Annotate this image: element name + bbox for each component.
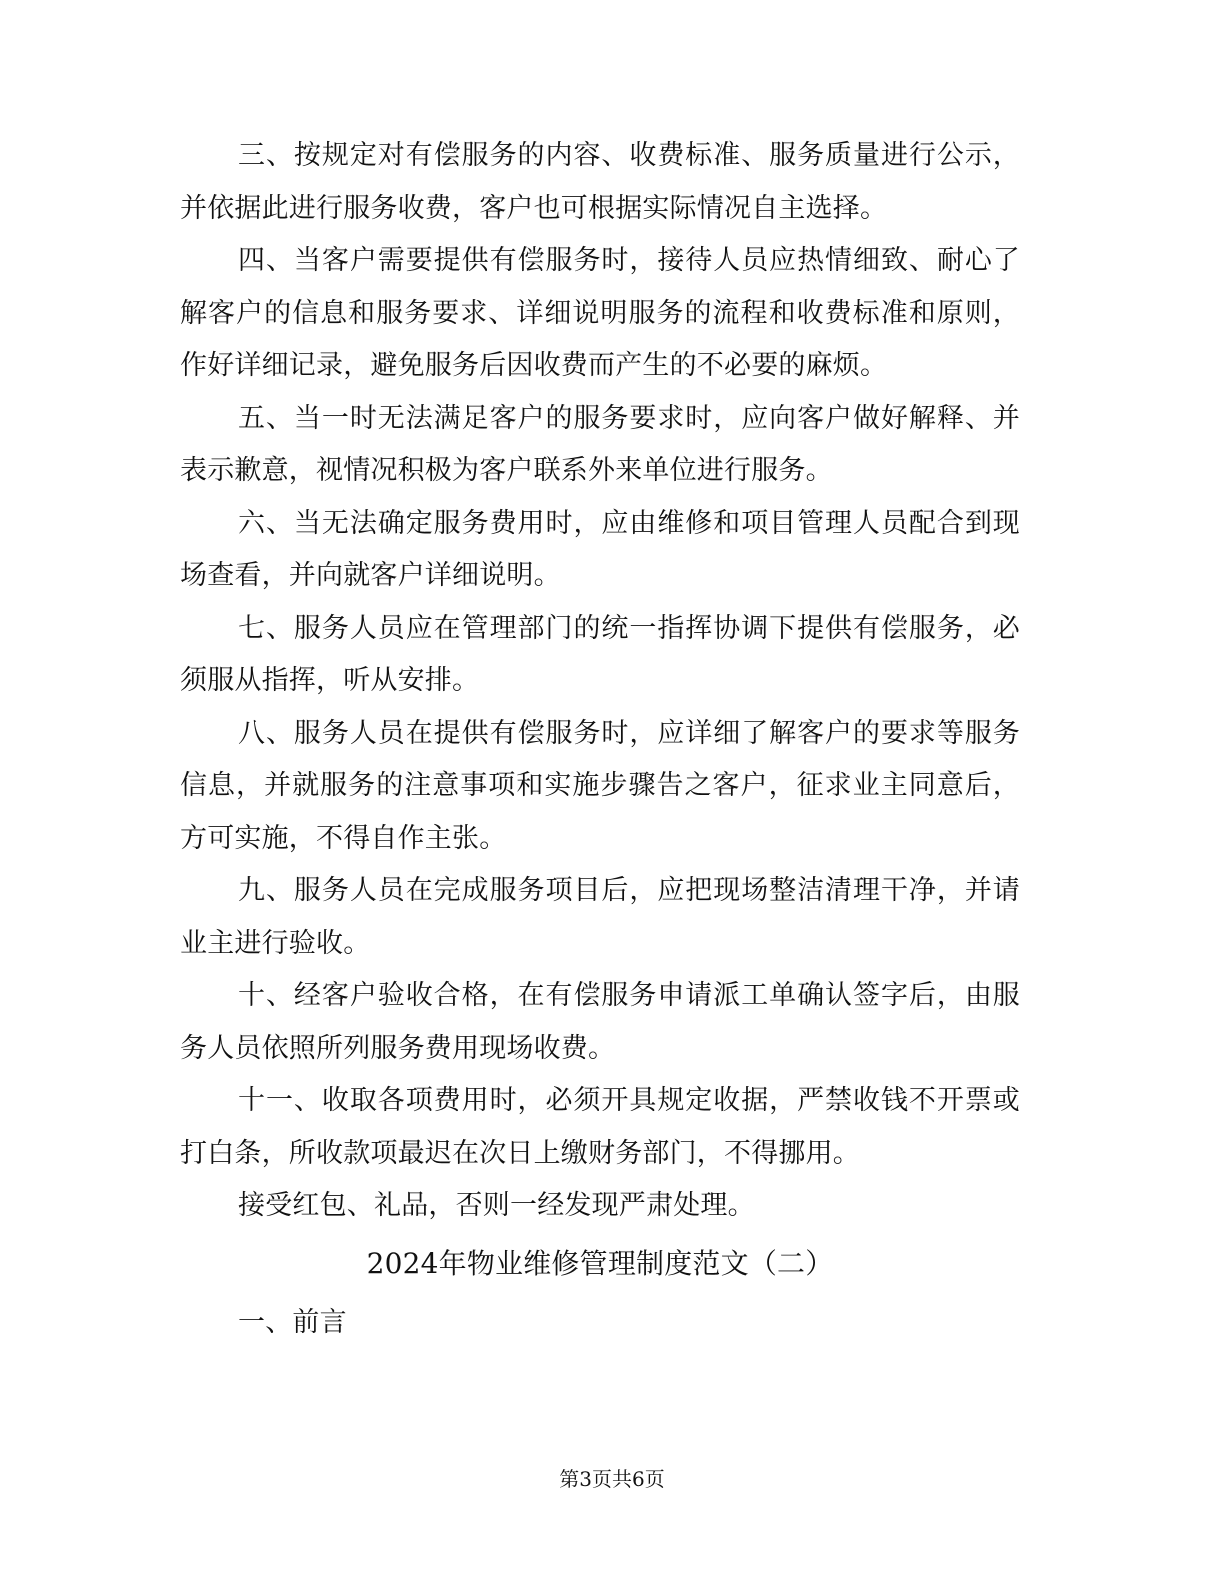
section-title: 2024年物业维修管理制度范文（二） (366, 1246, 834, 1280)
paragraph: 接受红包、礼品，否则一经发现严肃处理。 (238, 1190, 755, 1221)
paragraph: 六、当无法确定服务费用时，应由维修和项目管理人员配合到现场查看，并向就客户详细说明。 (180, 507, 1020, 591)
paragraph: 四、当客户需要提供有偿服务时，接待人员应热情细致、耐心了解客户的信息和服务要求、详细说明服务的流程和收费标准和原则，作好详细记录，避免服务后因收费而产生的不必要的麻烦。 (180, 245, 1020, 381)
paragraph: 五、当一时无法满足客户的服务要求时，应向客户做好解释、并表示歉意，视情况积极为客户联系外来单位进行服务。 (180, 402, 1020, 486)
subheading: 一、前言 (238, 1306, 347, 1338)
paragraph: 三、按规定对有偿服务的内容、收费标准、服务质量进行公示，并依据此进行服务收费，客户也可根据实际情况自主选择。 (180, 140, 1020, 224)
paragraph: 十、经客户验收合格，在有偿服务申请派工单确认签字后，由服务人员依照所列服务费用现场收费。 (180, 980, 1020, 1064)
paragraph: 八、服务人员在提供有偿服务时，应详细了解客户的要求等服务信息，并就服务的注意事项和实施步骤告之客户，征求业主同意后，方可实施，不得自作主张。 (180, 717, 1020, 854)
page-number: 第3页共6页 (559, 1467, 665, 1491)
paragraph: 十一、收取各项费用时，必须开具规定收据，严禁收钱不开票或打白条，所收款项最迟在次日上缴财务部门，不得挪用。 (180, 1085, 1020, 1169)
document-body (180, 130, 1020, 1349)
paragraph: 九、服务人员在完成服务项目后，应把现场整洁清理干净，并请业主进行验收。 (180, 875, 1020, 959)
paragraph: 七、服务人员应在管理部门的统一指挥协调下提供有偿服务，必须服从指挥，听从安排。 (180, 612, 1020, 696)
